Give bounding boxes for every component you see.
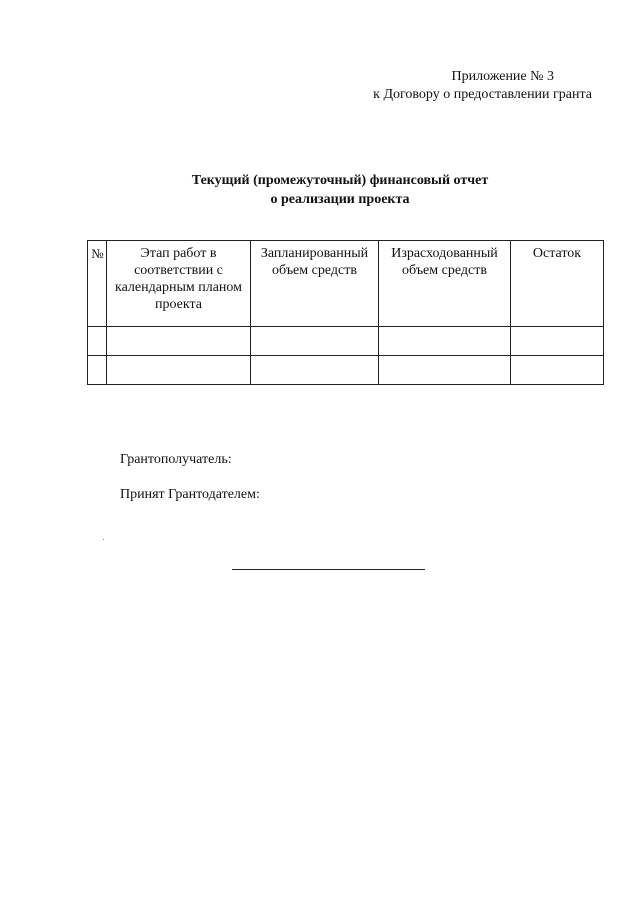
document-title: [0, 171, 640, 209]
column-header-spent: Израсходованный объем средств: [379, 241, 511, 327]
table-cell[interactable]: [251, 327, 379, 356]
table-cell[interactable]: [107, 327, 251, 356]
column-header-remainder: Остаток: [511, 241, 604, 327]
table-cell[interactable]: [251, 356, 379, 385]
appendix-contract-ref: к Договору о предоставлении гранта: [373, 87, 592, 102]
table-cell[interactable]: [88, 327, 107, 356]
scan-speck: [103, 539, 104, 540]
financial-report-table: [87, 240, 604, 385]
table-row: [88, 356, 604, 385]
appendix-number: Приложение № 3: [451, 69, 554, 84]
grantee-signature-label: Грантополучатель:: [120, 452, 232, 467]
grantor-acceptance-label: Принят Грантодателем:: [120, 487, 260, 502]
column-header-stage: Этап работ в соответствии с календарным планом проекта: [107, 241, 251, 327]
table-cell[interactable]: [511, 356, 604, 385]
document-title-line-1: Текущий (промежуточный) финансовый отчет: [191, 173, 489, 188]
table-row: [88, 327, 604, 356]
appendix-reference: [373, 68, 592, 104]
table-cell[interactable]: [379, 356, 511, 385]
table-cell[interactable]: [379, 327, 511, 356]
column-header-planned: Запланированный объем средств: [251, 241, 379, 327]
table-cell[interactable]: [511, 327, 604, 356]
table-cell[interactable]: [107, 356, 251, 385]
table-header-row: [88, 241, 604, 327]
column-header-number: №: [88, 241, 107, 327]
document-title-line-2: о реализации проекта: [270, 192, 410, 207]
signature-line: [232, 569, 425, 570]
table-cell[interactable]: [88, 356, 107, 385]
